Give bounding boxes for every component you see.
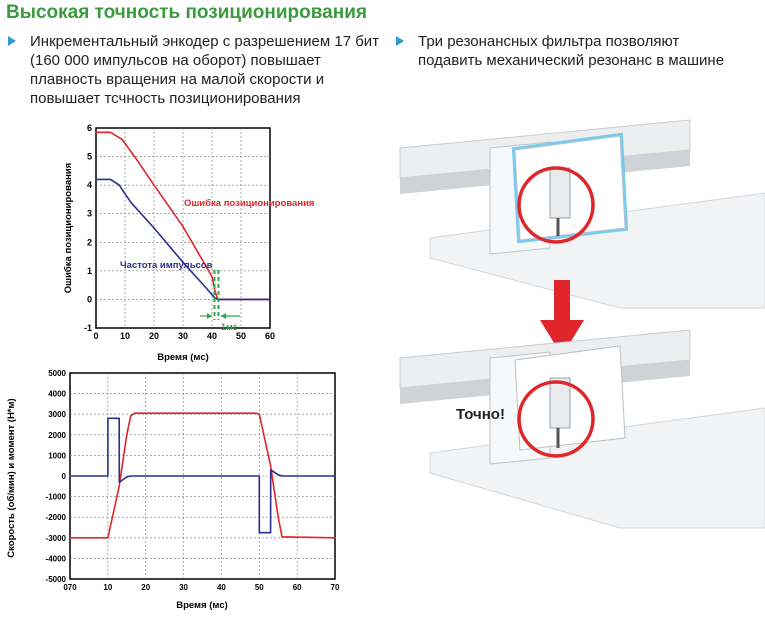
x-tick-label: 070: [63, 583, 77, 592]
series-0-point: [259, 414, 260, 415]
y-tick-label: -4000: [45, 554, 66, 564]
x-axis-label: Время (мс): [176, 600, 228, 611]
series-1-point: [270, 469, 271, 470]
series-1-point: [334, 475, 335, 476]
series-0-point: [95, 132, 96, 133]
y-tick-label: 5000: [48, 369, 66, 378]
y-tick-label: -1: [83, 323, 92, 333]
bullet-filters-text: Три резонансных фильтра позволяют подавить механический резонанс в машине: [418, 33, 725, 69]
series-1-point: [107, 475, 108, 476]
x-axis-label: Время (мс): [157, 352, 209, 363]
positioning-error-chart: [40, 118, 315, 363]
resonance-illustration: [390, 108, 765, 619]
series-0-point: [211, 276, 212, 277]
x-tick-label: 50: [254, 583, 264, 592]
series-0-point: [69, 537, 70, 538]
series-0-point: [281, 536, 282, 537]
x-tick-label: 70: [330, 583, 340, 592]
series-1-point: [259, 475, 260, 476]
series-1-point: [259, 532, 260, 533]
y-tick-label: 0: [86, 294, 92, 305]
series-1-point: [153, 227, 154, 228]
series-0-point: [255, 413, 256, 414]
error-series-annotation: Ошибка позиционирования: [184, 198, 315, 209]
series-1-point: [278, 474, 279, 475]
series-0-point: [153, 185, 154, 186]
series-0-point: [130, 416, 131, 417]
series-1-point: [95, 179, 96, 180]
series-1-point: [107, 418, 108, 419]
machine-after-icon: [400, 330, 765, 528]
y-tick-label: -1000: [45, 492, 66, 502]
x-tick-label: 60: [292, 583, 302, 592]
series-1-point: [119, 482, 120, 483]
x-tick-label: 10: [119, 331, 131, 341]
series-0-point: [126, 434, 127, 435]
x-tick-label: 0: [93, 331, 99, 341]
caption-tochno: Точно!: [456, 406, 505, 423]
y-tick-label: 3000: [48, 410, 66, 420]
series-0-point: [270, 465, 271, 466]
speed-torque-chart: [0, 368, 350, 616]
bullet-filters: [396, 32, 736, 70]
series-1-point: [69, 475, 70, 476]
series-1-point: [119, 185, 120, 186]
pulse-series-annotation: Частота импульсов: [120, 260, 213, 271]
series-1-point: [270, 532, 271, 533]
x-tick-label: 30: [177, 331, 189, 341]
series-1-point: [206, 287, 207, 288]
x-tick-label: 40: [216, 583, 226, 592]
series-0-point: [107, 537, 108, 538]
series-0-point: [122, 139, 123, 140]
x-tick-label: 10: [103, 583, 113, 592]
bullet-encoder-text: Инкрементальный энкодер с разрешением 17 бит (160 000 импульсов на оборот) повышает плавность вращения на малой скорости и повышает тсчность позиционирования: [30, 33, 380, 107]
series-0-point: [278, 517, 279, 518]
series-1-point: [130, 202, 131, 203]
y-tick-label: 4000: [48, 389, 66, 399]
y-tick-label: 3: [86, 208, 92, 219]
y-axis-label: Ошибка позиционирования: [63, 162, 74, 294]
series-0-point: [110, 132, 111, 133]
y-tick-label: -3000: [45, 533, 66, 543]
bullet-triangle-icon: [396, 36, 404, 46]
series-0-point: [134, 413, 135, 414]
one-ms-label: 1мс: [221, 322, 238, 332]
series-0-point: [136, 159, 137, 160]
y-tick-label: -5000: [45, 575, 66, 584]
y-tick-label: 6: [86, 123, 92, 133]
x-tick-label: 20: [148, 331, 160, 341]
series-0-point: [334, 537, 335, 538]
bullet-triangle-icon: [8, 36, 16, 46]
x-tick-label: 30: [179, 583, 189, 592]
page-title: Высокая точность позиционирования: [6, 2, 367, 23]
series-1-point: [130, 475, 131, 476]
bullet-encoder: [8, 32, 383, 108]
series-1-point: [281, 475, 282, 476]
y-tick-label: -2000: [45, 513, 66, 523]
series-0-point: [182, 226, 183, 227]
x-tick-label: 60: [264, 331, 276, 341]
y-tick-label: 1: [86, 265, 92, 276]
y-tick-label: 5: [86, 151, 92, 162]
x-tick-label: 40: [206, 331, 218, 341]
series-1-point: [119, 418, 120, 419]
series-1-point: [269, 299, 270, 300]
y-tick-label: 2: [86, 237, 92, 248]
x-tick-label: 50: [235, 331, 247, 341]
y-tick-label: 0: [61, 472, 66, 481]
series-1-point: [110, 179, 111, 180]
series-0-point: [119, 486, 120, 487]
series-1-point: [126, 476, 127, 477]
machine-before-icon: [400, 120, 765, 308]
x-tick-label: 20: [141, 583, 151, 592]
y-axis-label: Скорость (об/мин) и момент (Н*м): [6, 398, 17, 558]
y-tick-label: 2000: [48, 430, 66, 440]
y-tick-label: 4: [86, 180, 92, 191]
y-tick-label: 1000: [48, 451, 66, 461]
